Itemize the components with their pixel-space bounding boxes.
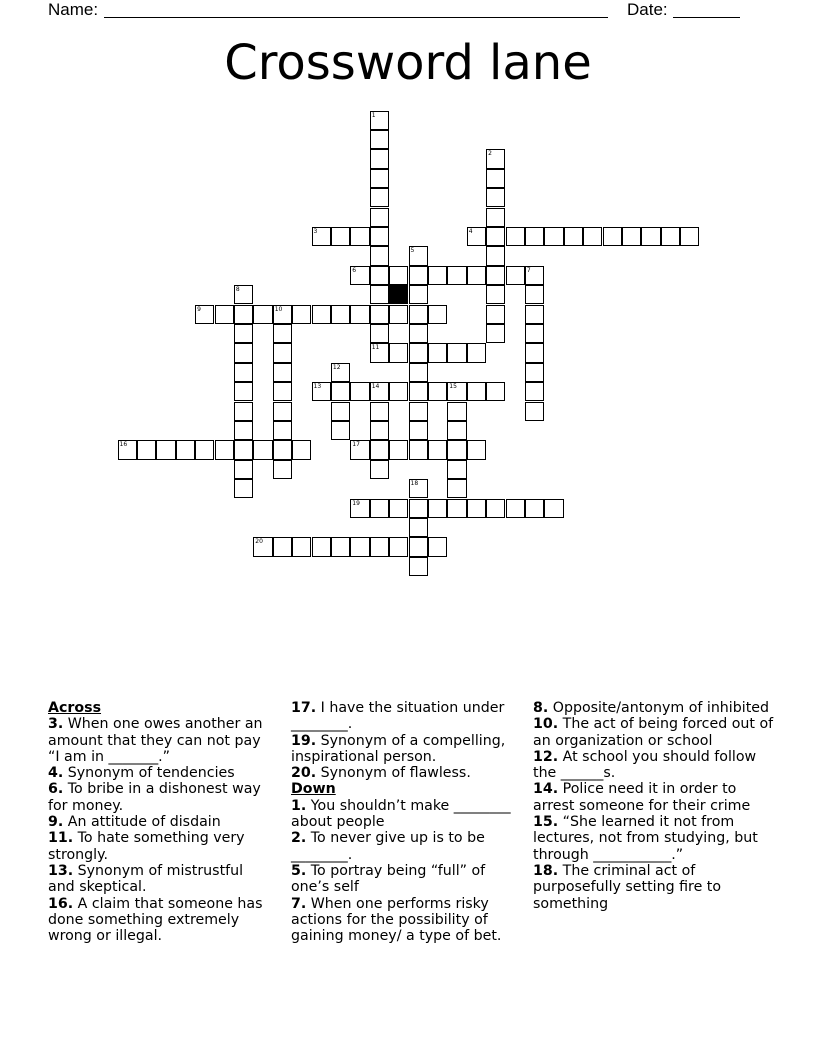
grid-cell[interactable]: [350, 440, 369, 459]
grid-cell[interactable]: [273, 363, 292, 382]
grid-cell[interactable]: [234, 479, 253, 498]
grid-cell[interactable]: [215, 440, 234, 459]
black-square: [389, 285, 408, 304]
clue-number: 4: [468, 227, 473, 235]
grid-cell[interactable]: [447, 440, 466, 459]
grid-cell[interactable]: [409, 537, 428, 556]
grid-cell[interactable]: [486, 227, 505, 246]
grid-cell[interactable]: [234, 460, 253, 479]
grid-cell[interactable]: [350, 266, 369, 285]
grid-cell[interactable]: [234, 382, 253, 401]
grid-cell[interactable]: [331, 227, 350, 246]
clue-number: 20: [255, 538, 263, 546]
grid-cell[interactable]: [447, 499, 466, 518]
grid-cell[interactable]: [176, 440, 195, 459]
grid-cell[interactable]: [370, 169, 389, 188]
grid-cell[interactable]: [428, 499, 447, 518]
grid-cell[interactable]: [370, 343, 389, 362]
grid-cell[interactable]: [564, 227, 583, 246]
clue-across-13: 13. Synonym of mistrustful and skeptical.: [48, 862, 244, 896]
grid-cell[interactable]: [273, 537, 292, 556]
clue-across-20: 20. Synonym of flawless.: [291, 765, 471, 782]
clue-number: 14: [371, 383, 380, 391]
grid-cell[interactable]: [389, 382, 408, 401]
grid-cell[interactable]: [506, 266, 525, 285]
grid-cell[interactable]: [506, 227, 525, 246]
clue-number: 13: [313, 383, 322, 391]
grid-cell[interactable]: [486, 188, 505, 207]
clue-down-7: 7. When one performs risky actions for the possibility of gaining money/ a type of bet.: [291, 895, 502, 945]
across-heading: Across: [48, 700, 102, 716]
grid-cell[interactable]: [253, 440, 272, 459]
grid-cell[interactable]: [486, 149, 505, 168]
grid-cell[interactable]: [486, 382, 505, 401]
grid-cell[interactable]: [350, 537, 369, 556]
grid-cell[interactable]: [409, 246, 428, 265]
grid-cell[interactable]: [253, 537, 272, 556]
grid-cell[interactable]: [312, 227, 331, 246]
grid-cell[interactable]: [234, 440, 253, 459]
clue-number: 6: [352, 266, 357, 274]
grid-cell[interactable]: [389, 537, 408, 556]
grid-cell[interactable]: [234, 402, 253, 421]
clues-section: [48, 700, 778, 960]
grid-cell[interactable]: [370, 460, 389, 479]
grid-cell[interactable]: [544, 227, 563, 246]
grid-cell[interactable]: [447, 382, 466, 401]
grid-cell[interactable]: [370, 246, 389, 265]
clue-number: 11: [371, 344, 380, 352]
grid-cell[interactable]: [370, 440, 389, 459]
grid-cell[interactable]: [234, 421, 253, 440]
grid-cell[interactable]: [680, 227, 699, 246]
grid-cell[interactable]: [350, 305, 369, 324]
clue-number: 16: [119, 441, 128, 449]
clue-down-18: 18. The criminal act of purposefully setting fire to something: [533, 862, 722, 912]
grid-cell[interactable]: [428, 440, 447, 459]
clue-number: 17: [352, 441, 360, 449]
grid-cell[interactable]: [292, 305, 311, 324]
grid-cell[interactable]: [409, 421, 428, 440]
grid-cell[interactable]: [215, 305, 234, 324]
grid-cell[interactable]: [234, 285, 253, 304]
grid-cell[interactable]: [370, 421, 389, 440]
grid-cell[interactable]: [273, 440, 292, 459]
grid-cell[interactable]: [467, 499, 486, 518]
clue-down-14: 14. Police need it in order to arrest someone for their crime: [533, 781, 751, 814]
grid-cell[interactable]: [447, 402, 466, 421]
clue-number: 9: [197, 305, 201, 313]
clue-number: 10: [274, 305, 283, 313]
grid-cell[interactable]: [447, 266, 466, 285]
clue-down-2: 2. To never give up is to be ________.: [291, 830, 485, 863]
grid-cell[interactable]: [544, 499, 563, 518]
clue-number: 7: [526, 266, 531, 274]
grid-cell[interactable]: [370, 188, 389, 207]
grid-cell[interactable]: [370, 285, 389, 304]
grid-cell[interactable]: [389, 266, 408, 285]
grid-cell[interactable]: [428, 266, 447, 285]
grid-cell[interactable]: [312, 305, 331, 324]
grid-cell[interactable]: [525, 285, 544, 304]
grid-cell[interactable]: [350, 499, 369, 518]
grid-cell[interactable]: [409, 440, 428, 459]
grid-cell[interactable]: [409, 363, 428, 382]
grid-cell[interactable]: [370, 382, 389, 401]
grid-cell[interactable]: [273, 402, 292, 421]
grid-cell[interactable]: [331, 305, 350, 324]
clue-across-4: 4. Synonym of tendencies: [48, 765, 235, 782]
grid-cell[interactable]: [467, 266, 486, 285]
grid-cell[interactable]: [525, 227, 544, 246]
grid-cell[interactable]: [234, 363, 253, 382]
grid-cell[interactable]: [234, 343, 253, 362]
grid-cell[interactable]: [370, 402, 389, 421]
clue-across-11: 11. To hate something very strongly.: [48, 830, 245, 863]
clue-down-1: 1. You shouldn’t make ________ about people: [291, 797, 511, 831]
grid-cell[interactable]: [370, 130, 389, 149]
grid-cell[interactable]: [370, 208, 389, 227]
clue-down-15: 15. “She learned it not from lectures, not from studying, but through ___________.”: [533, 814, 758, 863]
grid-cell[interactable]: [195, 305, 214, 324]
grid-cell[interactable]: [603, 227, 622, 246]
clues-column-3: [533, 700, 778, 912]
grid-cell[interactable]: [428, 305, 447, 324]
grid-cell[interactable]: [525, 324, 544, 343]
date-label: Date:: [627, 0, 668, 19]
grid-cell[interactable]: [409, 343, 428, 362]
grid-cell[interactable]: [409, 499, 428, 518]
grid-cell[interactable]: [234, 324, 253, 343]
grid-cell[interactable]: [331, 537, 350, 556]
clue-across-9: 9. An attitude of disdain: [48, 814, 221, 831]
grid-cell[interactable]: [370, 266, 389, 285]
grid-cell[interactable]: [409, 402, 428, 421]
grid-cell[interactable]: [409, 479, 428, 498]
clue-number: 5: [410, 247, 415, 255]
grid-cell[interactable]: [486, 305, 505, 324]
page-title: Crossword lane: [224, 35, 592, 91]
clues-column-2: [291, 700, 513, 944]
grid-cell[interactable]: [370, 149, 389, 168]
grid-cell[interactable]: [583, 227, 602, 246]
grid-cell[interactable]: [331, 402, 350, 421]
clue-number: 18: [410, 480, 419, 488]
clue-down-12: 12. At school you should follow the ______s.: [533, 748, 757, 782]
grid-cell[interactable]: [370, 227, 389, 246]
grid-cell[interactable]: [409, 285, 428, 304]
grid-cell[interactable]: [447, 421, 466, 440]
grid-cell[interactable]: [661, 227, 680, 246]
clue-number: 2: [488, 150, 492, 158]
grid-cell[interactable]: [409, 382, 428, 401]
grid-cell[interactable]: [292, 537, 311, 556]
clues-column-1: [48, 700, 270, 944]
clue-number: 1: [371, 111, 376, 119]
grid-cell[interactable]: [467, 440, 486, 459]
grid-cell[interactable]: [467, 227, 486, 246]
grid-cell[interactable]: [428, 343, 447, 362]
grid-cell[interactable]: [525, 343, 544, 362]
grid-cell[interactable]: [370, 324, 389, 343]
grid-cell[interactable]: [389, 343, 408, 362]
grid-cell[interactable]: [273, 382, 292, 401]
grid-cell[interactable]: [486, 169, 505, 188]
clue-down-5: 5. To portray being “full” of one’s self: [291, 862, 486, 896]
grid-cell[interactable]: [370, 499, 389, 518]
clue-number: 12: [332, 363, 341, 371]
grid-cell[interactable]: [486, 285, 505, 304]
grid-cell[interactable]: [156, 440, 175, 459]
down-heading: Down: [291, 781, 336, 798]
grid-cell[interactable]: [486, 324, 505, 343]
grid-cell[interactable]: [525, 382, 544, 401]
grid-cell[interactable]: [525, 402, 544, 421]
grid-cell[interactable]: [118, 440, 137, 459]
grid-cell[interactable]: [370, 305, 389, 324]
grid-cell[interactable]: [486, 499, 505, 518]
grid-cell[interactable]: [467, 343, 486, 362]
clue-number: 3: [313, 227, 318, 235]
grid-cell[interactable]: [234, 305, 253, 324]
grid-cell[interactable]: [486, 266, 505, 285]
grid-cell[interactable]: [428, 537, 447, 556]
grid-cell[interactable]: [525, 305, 544, 324]
clue-across-17: 17. I have the situation under ________.: [291, 700, 505, 733]
clue-across-6: 6. To bribe in a dishonest way for money.: [48, 781, 261, 814]
grid-cell[interactable]: [350, 382, 369, 401]
grid-cell[interactable]: [409, 266, 428, 285]
grid-cell[interactable]: [312, 382, 331, 401]
clue-number: 15: [449, 383, 457, 391]
grid-cell[interactable]: [409, 518, 428, 537]
grid-cell[interactable]: [273, 460, 292, 479]
grid-cell[interactable]: [525, 363, 544, 382]
clue-across-16: 16. A claim that someone has done something extremely wrong or illegal.: [48, 895, 263, 945]
grid-cell[interactable]: [447, 343, 466, 362]
grid-cell[interactable]: [273, 343, 292, 362]
grid-cell[interactable]: [486, 246, 505, 265]
grid-cell[interactable]: [312, 537, 331, 556]
grid-cell[interactable]: [331, 382, 350, 401]
clue-number: 19: [352, 499, 360, 507]
grid-cell[interactable]: [331, 421, 350, 440]
grid-cell[interactable]: [195, 440, 214, 459]
grid-cell[interactable]: [409, 305, 428, 324]
grid-cell[interactable]: [409, 324, 428, 343]
grid-cell[interactable]: [525, 266, 544, 285]
clue-number: 8: [235, 286, 240, 294]
grid-cell[interactable]: [350, 227, 369, 246]
grid-cell[interactable]: [525, 499, 544, 518]
clue-down-10: 10. The act of being forced out of an organization or school: [533, 716, 774, 749]
grid-cell[interactable]: [389, 499, 408, 518]
clue-across-3: 3. When one owes another an amount that they can not pay “I am in _______.”: [48, 716, 263, 765]
grid-cell[interactable]: [273, 324, 292, 343]
grid-cell[interactable]: [389, 305, 408, 324]
name-label: Name:: [48, 0, 99, 19]
grid-cell[interactable]: [641, 227, 660, 246]
grid-cell[interactable]: [447, 460, 466, 479]
grid-cell[interactable]: [622, 227, 641, 246]
grid-cell[interactable]: [389, 440, 408, 459]
grid-cell[interactable]: [273, 421, 292, 440]
grid-cell[interactable]: [447, 479, 466, 498]
grid-cell[interactable]: [253, 305, 272, 324]
grid-cell[interactable]: [506, 499, 525, 518]
grid-cell[interactable]: [273, 305, 292, 324]
grid-cell[interactable]: [331, 363, 350, 382]
clue-down-8: 8. Opposite/antonym of inhibited: [533, 700, 769, 716]
grid-cell[interactable]: [370, 111, 389, 130]
grid-cell[interactable]: [409, 557, 428, 576]
grid-cell[interactable]: [137, 440, 156, 459]
grid-cell[interactable]: [292, 440, 311, 459]
grid-cell[interactable]: [467, 382, 486, 401]
grid-cell[interactable]: [428, 382, 447, 401]
grid-cell[interactable]: [486, 208, 505, 227]
grid-cell[interactable]: [370, 537, 389, 556]
clue-across-19: 19. Synonym of a compelling, inspirational person.: [291, 732, 506, 765]
